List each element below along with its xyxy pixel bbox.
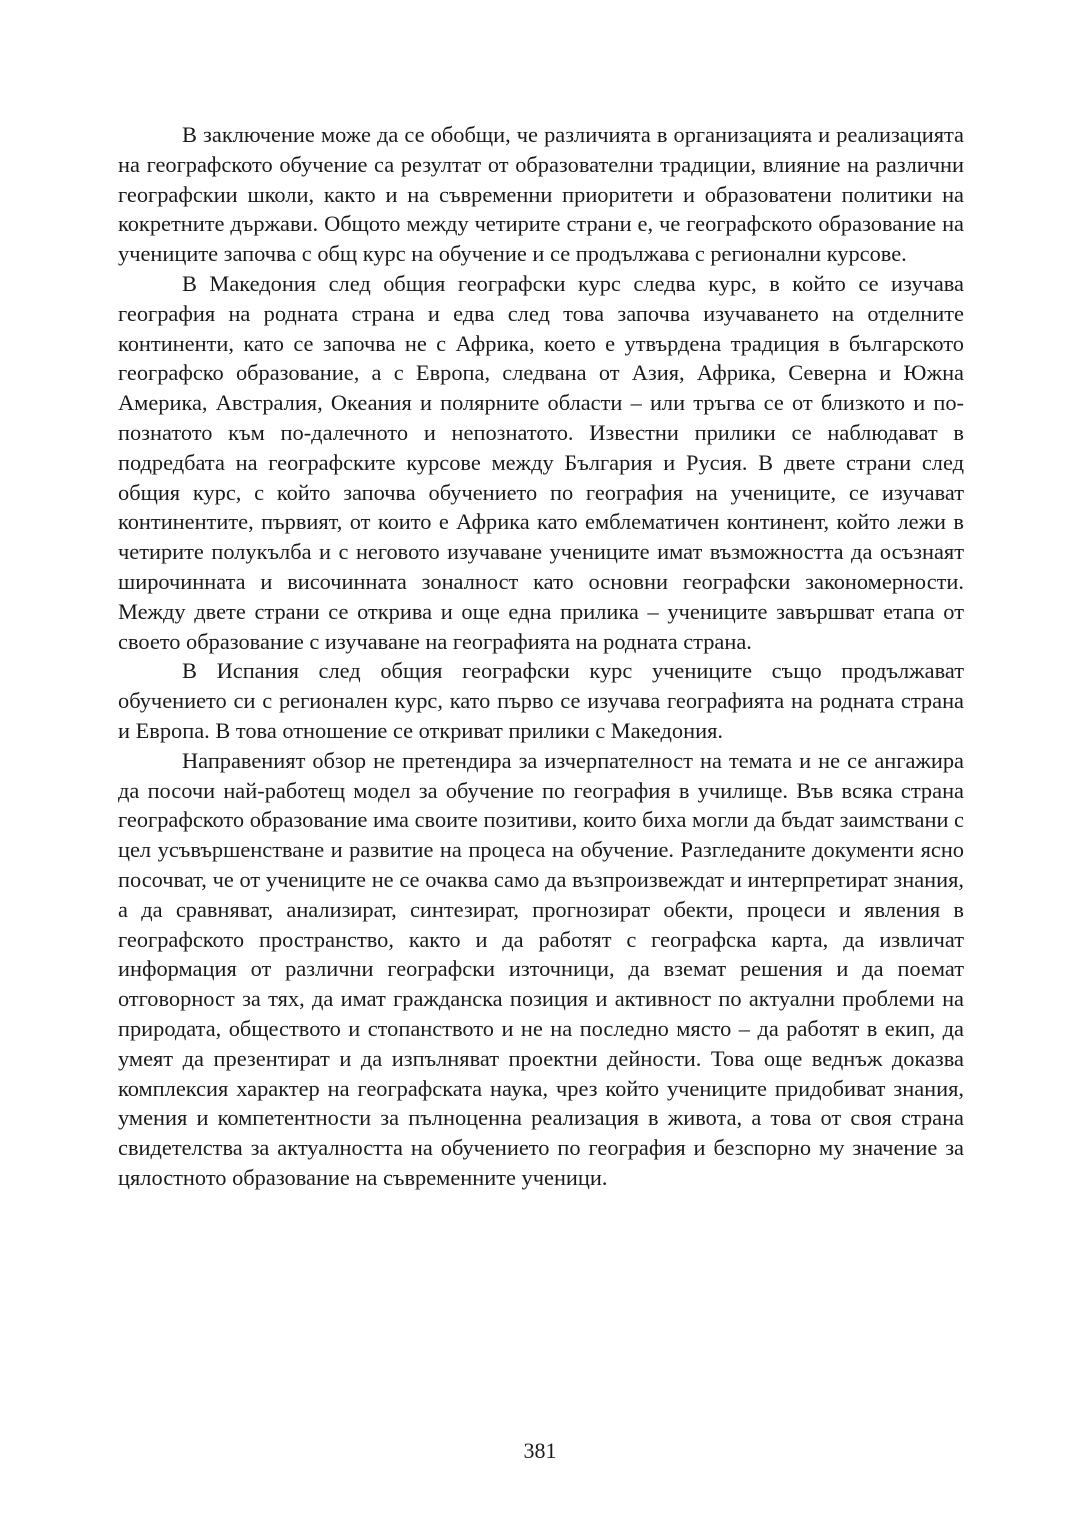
page-number: 381 [523,1438,557,1463]
paragraph-spain: В Испания след общия географски курс учениците също продължават обучението си с регионален курс, като първо се изучава географията на родната страна и Европа. В това отношение се откриват прилики с Македония. [118,658,964,743]
paragraph-overview: Направеният обзор не претендира за изчерпателност на темата и не се ангажира да посочи най-работещ модел за обучение по география в училище. Във всяка страна географското образование има своите позитиви, които биха могли да бъдат заимствани с цел усъвършенстване и развитие на процеса на обучение. Разгледаните документи ясно посочват, че от учениците не се очаква само да възпроизвеждат и интерпретират знания, а да сравняват, анализират, синтезират, прогнозират обекти, процеси и явления в географското пространство, както и да работят с географска карта, да извличат информация от различни географски източници, да вземат решения и да поемат отговорност за тях, да имат гражданска позиция и активност по актуални проблеми на природата, обществото и стопанството и не на последно място – да работят в екип, да умеят да презентират и да изпълняват проектни дейности. Това още веднъж доказва комплексия характер на географската наука, чрез който учениците придобиват знания, умения и компетентности за пълноценна реализация в живота, а това от своя страна свидетелства за актуалността на обучението по география и безспорно му значение за цялостното образование на съвременните ученици. [118,747,964,1190]
paragraph-macedonia: В Македония след общия географски курс следва курс, в който се изучава география на родната страна и едва след това започва изучаването на отделните континенти, като се започва не с Африка, което е утвърдена традиция в българското географско образование, а с Европа, следвана от Азия, Африка, Северна и Южна Америка, Австралия, Океания и полярните области – или тръгва се от близкото и по-познатото към по-далечното и непознатото. Известни прилики се наблюдават в подредбата на географските курсове между България и Русия. В двете страни след общия курс, с който започва обучението по география на учениците, се изучават континентите, първият, от които е Африка като емблематичен континент, който лежи в четирите полукълба и с неговото изучаване учениците имат възможността да осъзнаят широчинната и височинната зоналност като основни географски закономерности. Между двете страни се открива и още една прилика – учениците завършват етапа от своето образование с изучаване на географията на родната страна. [118,270,964,654]
page-body [118,120,964,1193]
paragraph-conclusion: В заключение може да се обобщи, че различията в организацията и реализацията на географското обучение са резултат от образователни традиции, влияние на различни географскии школи, както и на съвременни приоритети и образоватени политики на кокретните държави. Общото между четирите страни е, че географското образование на учениците започва с общ курс на обучение и се продължава с регионални курсове. [118,122,964,267]
